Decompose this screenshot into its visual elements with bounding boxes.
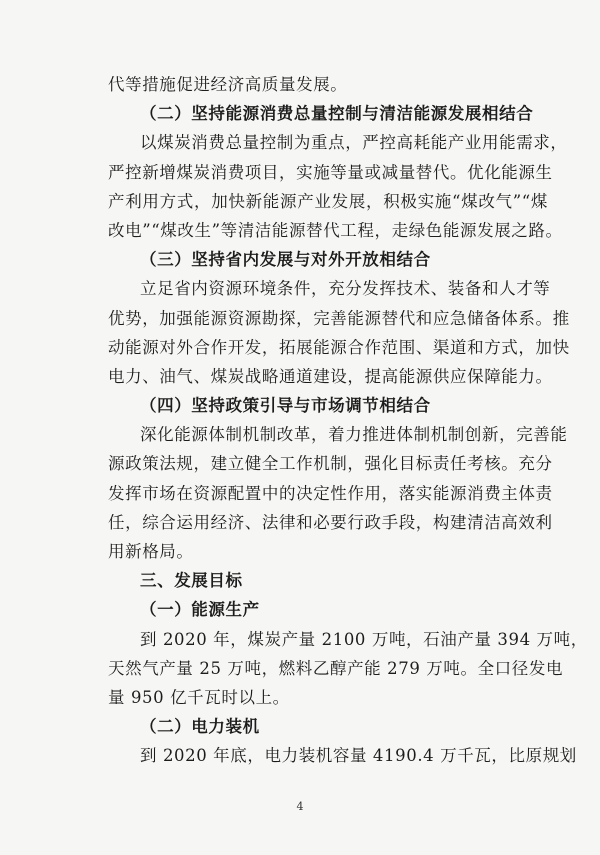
body-line: 深化能源体制机制改革，着力推进体制机制创新，完善能 [140, 425, 568, 445]
body-line: 严控新增煤炭消费项目，实施等量或减量替代。优化能源生 [108, 162, 553, 182]
body-line: 立足省内资源环境条件，充分发挥技术、装备和人才等 [140, 279, 551, 299]
body-line: 到 2020 年底，电力装机容量 4190.4 万千瓦，比原规划 [140, 746, 577, 766]
subheading-energy-production: （一）能源生产 [140, 600, 260, 620]
section-heading-development-goals: 三、发展目标 [140, 571, 243, 591]
body-line: 任，综合运用经济、法律和必要行政手段，构建清洁高效利 [108, 512, 553, 532]
body-line: 用新格局。 [108, 542, 194, 561]
subheading-two-energy-consumption: （二）坚持能源消费总量控制与清洁能源发展相结合 [140, 104, 534, 124]
body-line: 电力、油气、煤炭战略通道建设，提高能源供应保障能力。 [108, 366, 553, 386]
body-line: 到 2020 年，煤炭产量 2100 万吨，石油产量 394 万吨， [140, 629, 588, 649]
page-number: 4 [296, 800, 304, 813]
subheading-power-capacity: （二）电力装机 [140, 717, 260, 737]
body-line: 天然气产量 25 万吨，燃料乙醇产能 279 万吨。全口径发电 [108, 658, 564, 678]
subheading-three-domestic-and-opening: （三）坚持省内发展与对外开放相结合 [140, 250, 431, 270]
subheading-four-policy-and-market: （四）坚持政策引导与市场调节相结合 [140, 396, 431, 416]
body-line-continuation: 代等措施促进经济高质量发展。 [108, 75, 348, 94]
body-line: 量 950 亿千瓦时以上。 [108, 687, 290, 707]
body-line: 改电”“煤改生”等清洁能源替代工程，走绿色能源发展之路。 [108, 220, 563, 240]
body-line: 优势，加强能源资源勘探，完善能源替代和应急储备体系。推 [108, 308, 570, 328]
body-line: 动能源对外合作开发，拓展能源合作范围、渠道和方式，加快 [108, 337, 570, 357]
body-line: 发挥市场在资源配置中的决定性作用，落实能源消费主体责 [108, 483, 553, 503]
body-line: 以煤炭消费总量控制为重点，严控高耗能产业用能需求， [140, 133, 568, 153]
document-body [108, 70, 588, 771]
body-line: 源政策法规，建立健全工作机制，强化目标责任考核。充分 [108, 454, 553, 474]
body-line: 产利用方式，加快新能源产业发展，积极实施“煤改气”“煤 [108, 191, 548, 211]
